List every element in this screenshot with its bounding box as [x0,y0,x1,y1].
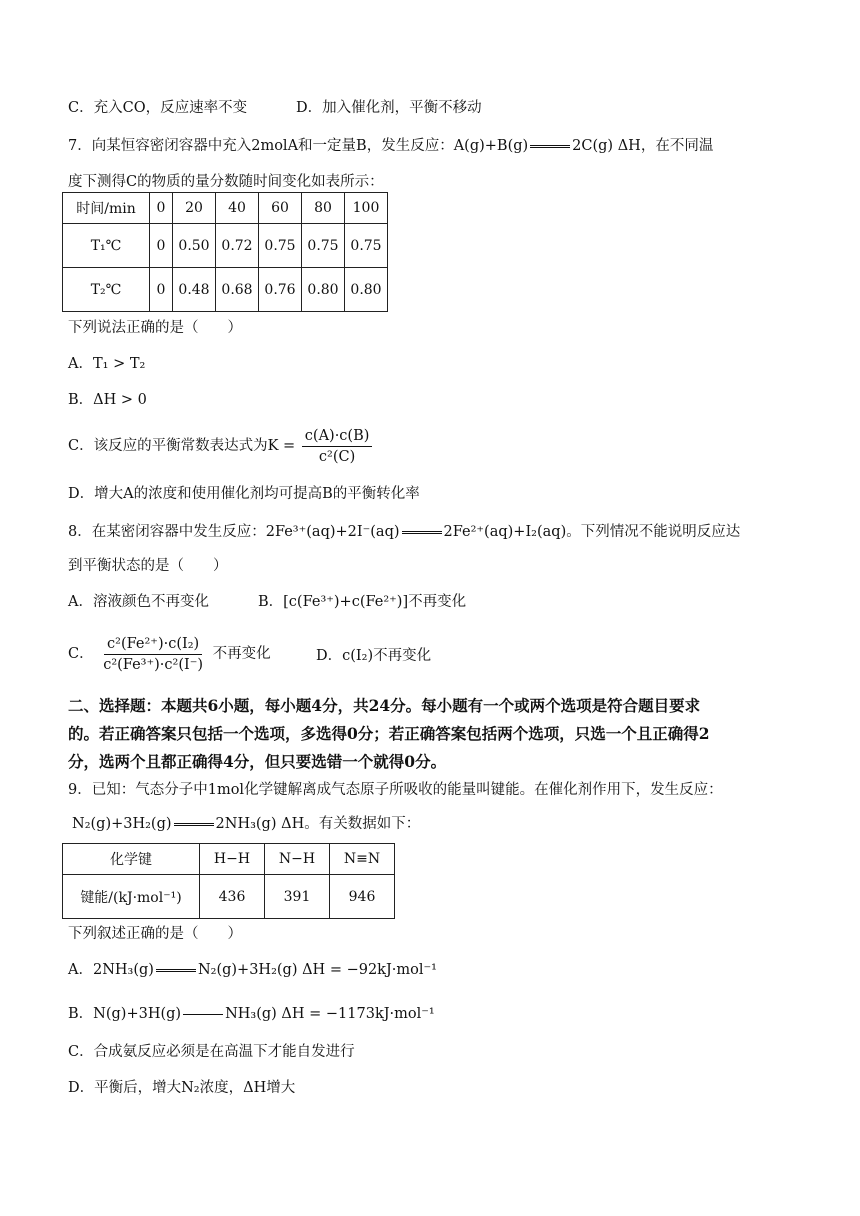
table-cell: 436 [200,875,265,919]
equilibrium-arrow-icon [402,531,442,534]
table-cell: 0.50 [173,224,216,268]
table-cell: 391 [265,875,330,919]
table-cell: 946 [330,875,395,919]
q9-option-b-part1: B．N(g)+3H(g) [68,1006,182,1022]
section-2-heading-line3: 分，选两个且都正确得4分，但只要选错一个就得0分。 [68,752,447,771]
q8-stem-line2: 到平衡状态的是（ ） [68,558,228,574]
table-cell: 0.75 [302,224,345,268]
table-cell: 0.75 [345,224,388,268]
table-cell: T₁℃ [63,224,150,268]
q9-option-d: D．平衡后，增大N₂浓度，ΔH增大 [68,1080,296,1096]
q9-option-a [68,960,437,980]
q8-stem-part2: 2Fe²⁺(aq)+I₂(aq)。下列情况不能说明反应达 [443,524,741,540]
right-arrow-icon [183,1014,223,1015]
q7-data-table [62,192,388,312]
q7-stem-part2: 2C(g) ΔH，在不同温 [572,138,714,154]
table-cell: 0.48 [173,268,216,312]
q9-option-b-part2: NH₃(g) ΔH = −1173kJ·mol⁻¹ [225,1006,435,1022]
q8-option-b: B．[c(Fe³⁺)+c(Fe²⁺)]不再变化 [258,594,467,610]
q7-stem-line1 [68,136,713,156]
q9-option-a-part1: A．2NH₃(g) [68,962,154,978]
q9-equation [72,814,420,834]
q8-option-a: A．溶液颜色不再变化 [68,594,209,610]
table-cell: 化学键 [63,844,200,875]
table-header-row [63,193,388,224]
section-2-heading-line2: 的。若正确答案只包括一个选项，多选得0分；若正确答案包括两个选项，只选一个且正确得2 [68,724,710,743]
fraction-numerator: c²(Fe²⁺)·c(I₂) [104,634,202,655]
table-cell: T₂℃ [63,268,150,312]
table-cell: 0.75 [259,224,302,268]
q9-option-c: C．合成氨反应必须是在高温下才能自发进行 [68,1044,355,1060]
table-cell: 20 [173,193,216,224]
q9-option-b [68,1004,435,1024]
q8-stem-part1: 8．在某密闭容器中发生反应：2Fe³⁺(aq)+2I⁻(aq) [68,524,400,540]
q8-stem-line1 [68,522,740,542]
table-cell: 键能/(kJ·mol⁻¹) [63,875,200,919]
concentration-ratio-fraction [100,634,206,675]
equilibrium-arrow-icon [174,823,214,826]
q9-ask: 下列叙述正确的是（ ） [68,926,242,942]
q9-equation-left: N₂(g)+3H₂(g) [72,816,172,832]
table-cell: 100 [345,193,388,224]
table-cell: N−H [265,844,330,875]
q6-option-c: C．充入CO，反应速率不变 [68,100,248,116]
q7-option-d: D．增大A的浓度和使用催化剂均可提高B的平衡转化率 [68,486,420,502]
q7-stem-line2: 度下测得C的物质的量分数随时间变化如表所示： [68,174,384,190]
table-cell: 0.76 [259,268,302,312]
table-cell: 0 [150,268,173,312]
q8-option-c [68,630,271,678]
q9-equation-right: 2NH₃(g) ΔH。有关数据如下： [215,816,421,832]
table-cell: 时间/min [63,193,150,224]
fraction-denominator: c²(C) [318,448,356,465]
fraction-numerator: c(A)·c(B) [302,426,373,447]
table-cell: 0 [150,193,173,224]
q8-option-d: D．c(I₂)不再变化 [316,648,432,664]
q8-option-c-prefix: C． [68,646,94,662]
q7-stem-part1: 7．向某恒容密闭容器中充入2molA和一定量B，发生反应：A(g)+B(g) [68,138,529,154]
table-row [63,224,388,268]
table-cell: 0 [150,224,173,268]
table-cell: 60 [259,193,302,224]
q7-option-b: B．ΔH > 0 [68,392,147,408]
fraction-denominator: c²(Fe³⁺)·c²(I⁻) [103,656,204,673]
table-header-row [63,844,395,875]
table-cell: N≡N [330,844,395,875]
table-row [63,268,388,312]
table-cell: 40 [216,193,259,224]
q7-option-c-prefix: C．该反应的平衡常数表达式为K = [68,438,296,454]
q9-stem-line1: 9．已知：气态分子中1mol化学键解离成气态原子所吸收的能量叫键能。在催化剂作用下，发生反应： [68,782,723,798]
q8-option-c-suffix: 不再变化 [212,646,271,662]
table-cell: 0.72 [216,224,259,268]
q9-bond-energy-table [62,843,395,919]
equilibrium-constant-fraction [302,426,373,467]
table-row [63,875,395,919]
equilibrium-arrow-icon [156,969,196,972]
table-cell: H−H [200,844,265,875]
section-2-heading-line1: 二、选择题：本题共6小题，每小题4分，共24分。每小题有一个或两个选项是符合题目要求 [68,696,701,715]
q7-ask: 下列说法正确的是（ ） [68,320,242,336]
q7-option-c [68,422,374,470]
table-cell: 0.80 [302,268,345,312]
q7-option-a: A．T₁ > T₂ [68,356,146,372]
table-cell: 0.68 [216,268,259,312]
equilibrium-arrow-icon [530,145,570,148]
table-cell: 80 [302,193,345,224]
table-cell: 0.80 [345,268,388,312]
q6-option-d: D．加入催化剂，平衡不移动 [296,100,482,116]
q9-option-a-part2: N₂(g)+3H₂(g) ΔH = −92kJ·mol⁻¹ [197,962,437,978]
